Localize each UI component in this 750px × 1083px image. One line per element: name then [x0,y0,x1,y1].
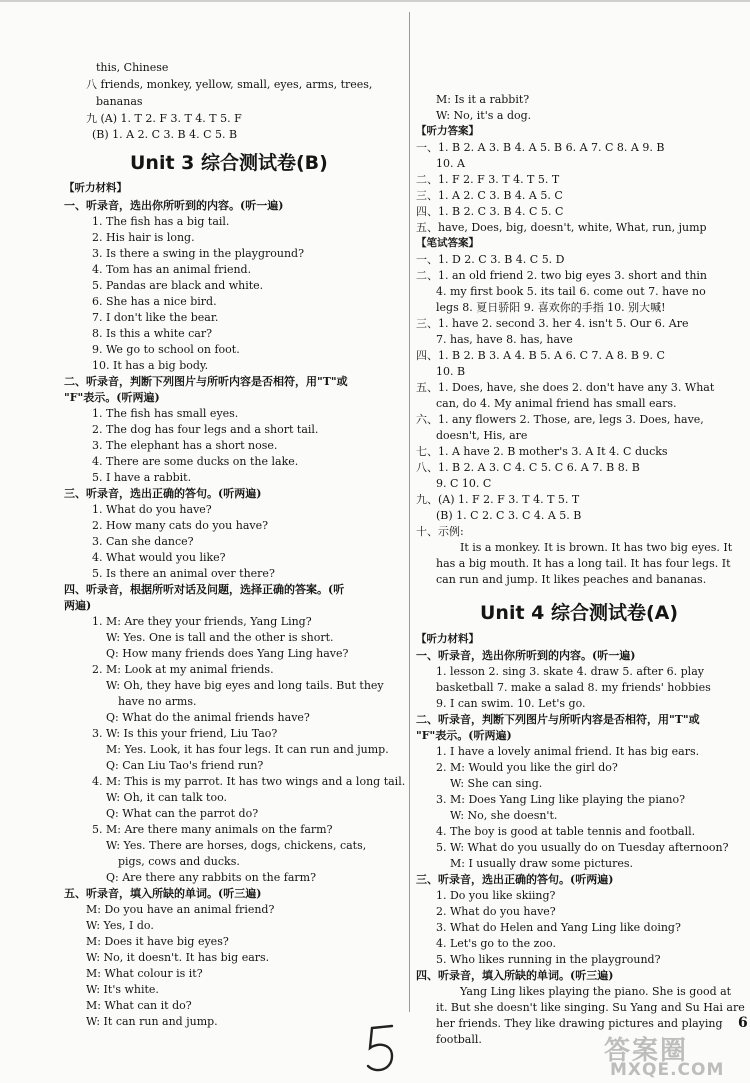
text-line: 5. Who likes running in the playground? [436,953,661,966]
text-line: 四、1. B 2. C 3. B 4. C 5. C [416,205,564,218]
handwritten-mark [362,1020,402,1080]
text-line: 四、听录音，根据所听对话及问题，选择正确的答案。(听 [64,583,345,596]
text-line: M: What colour is it? [86,967,203,980]
text-line: 【听力材料】 [64,182,127,194]
column-divider [409,12,410,1012]
text-line: football. [436,1033,482,1046]
text-line: her friends. They like drawing pictures and playing [436,1017,723,1030]
text-line: 3. Is there a swing in the playground? [92,247,304,260]
text-line: 3. Can she dance? [92,535,194,548]
text-line: 6. She has a nice bird. [92,295,217,308]
text-line: 五、1. Does, have, she does 2. don't have any 3. What [416,381,715,394]
text-line: 二、1. an old friend 2. two big eyes 3. short and thin [416,269,708,282]
text-line: 3. What do Helen and Yang Ling like doing? [436,921,681,934]
text-line: 【笔试答案】 [416,237,479,249]
text-line: 一、听录音，选出你所听到的内容。(听一遍) [416,649,636,662]
text-line: 3. M: Does Yang Ling like playing the piano? [436,793,685,806]
text-line: W: Yes. One is tall and the other is short. [106,631,334,644]
top-edge [0,0,750,2]
text-line: W: It can run and jump. [86,1015,218,1028]
text-line: 2. His hair is long. [92,231,195,244]
text-line: 九、(A) 1. F 2. F 3. T 4. T 5. T [416,493,580,506]
text-line: 4. my first book 5. its tail 6. come out 7. have no [436,285,706,298]
watermark-main: 答案圈 [604,1036,689,1066]
text-line: has a big mouth. It has a long tail. It has four legs. It [436,557,731,570]
text-line: 九 (A) 1. T 2. F 3. T 4. T 5. F [86,112,242,125]
text-line: legs 8. 夏日骄阳 9. 喜欢你的手指 10. 别大喊! [436,301,666,314]
text-line: 1. What do you have? [92,503,212,516]
text-line: have no arms. [118,695,197,708]
text-line: can run and jump. It likes peaches and bananas. [436,573,707,586]
text-line: 一、听录音，选出你所听到的内容。(听一遍) [64,199,284,212]
text-line: 10. It has a big body. [92,359,209,372]
text-line: M: Do you have an animal friend? [86,903,275,916]
text-line: 1. I have a lovely animal friend. It has big ears. [436,745,700,758]
text-line: 5. Pandas are black and white. [92,279,264,292]
text-line: M: What can it do? [86,999,192,1012]
text-line: M: Does it have big eyes? [86,935,229,948]
text-line: 10. A [436,157,465,170]
text-line: 四、听录音，填入所缺的单词。(听三遍) [416,969,614,982]
text-line: Yang Ling likes playing the piano. She is good at [460,985,732,998]
text-line: 5. Is there an animal over there? [92,567,275,580]
watermark-sub: MXQE.COM [610,1060,725,1080]
text-line: it. But she doesn't like singing. Su Yang and Su Hai are [436,1001,745,1014]
text-line: 2. The dog has four legs and a short tail. [92,423,319,436]
text-line: 三、听录音，选出正确的答句。(听两遍) [416,873,614,886]
text-line: bananas [96,95,143,108]
text-line: doesn't, His, are [436,429,528,442]
text-line: 3. W: Is this your friend, Liu Tao? [92,727,278,740]
section-title: Unit 4 综合测试卷(A) [480,602,679,624]
text-line: 9. I can swim. 10. Let's go. [436,697,586,710]
text-line: 1. The fish has small eyes. [92,407,239,420]
text-line: 9. We go to school on foot. [92,343,240,356]
watermark [590,1030,750,1083]
text-line: 八 friends, monkey, yellow, small, eyes, arms, trees, [86,78,373,91]
text-line: 2. How many cats do you have? [92,519,269,532]
text-line: W: Yes, I do. [86,919,154,932]
text-line: W: No, it's a dog. [436,109,532,122]
text-line: 三、听录音，选出正确的答句。(听两遍) [64,487,262,500]
text-line: 5. M: Are there many animals on the farm? [92,823,333,836]
text-line: can, do 4. My animal friend has small ears. [436,397,677,410]
text-line: 【听力材料】 [416,633,479,645]
text-line: M: I usually draw some pictures. [450,857,634,870]
text-line: 10. B [436,365,466,378]
text-line: 三、1. A 2. C 3. B 4. A 5. C [416,189,563,202]
text-line: 七、1. A have 2. B mother's 3. A It 4. C ducks [416,445,668,458]
text-line: 9. C 10. C [436,477,492,490]
text-line: 1. M: Are they your friends, Yang Ling? [92,615,312,628]
text-line: 【听力答案】 [416,125,479,137]
text-line: (B) 1. A 2. C 3. B 4. C 5. B [92,128,238,141]
text-line: 二、听录音，判断下列图片与所听内容是否相符，用"T"或 [416,713,700,726]
text-line: 7. I don't like the bear. [92,311,219,324]
text-line: 两遍) [64,599,92,612]
text-line: 4. What would you like? [92,551,226,564]
text-line: Q: What can the parrot do? [106,807,259,820]
text-line: M: Yes. Look, it has four legs. It can run and jump. [106,743,389,756]
text-line: 5. I have a rabbit. [92,471,192,484]
text-line: 十、示例: [416,525,464,538]
text-line: It is a monkey. It is brown. It has two big eyes. It [460,541,733,554]
text-line: 2. What do you have? [436,905,556,918]
text-line: 一、1. B 2. A 3. B 4. A 5. B 6. A 7. C 8. A 9. B [416,141,665,154]
text-line: this, Chinese [96,61,169,74]
text-line: W: Yes. There are horses, dogs, chickens, cats, [106,839,367,852]
text-line: 3. The elephant has a short nose. [92,439,278,452]
text-line: 4. Tom has an animal friend. [92,263,252,276]
text-line: 六、1. any flowers 2. Those, are, legs 3. Does, have, [416,413,704,426]
text-line: W: No, it doesn't. It has big ears. [86,951,270,964]
text-line: W: No, she doesn't. [450,809,558,822]
text-line: 5. W: What do you usually do on Tuesday afternoon? [436,841,729,854]
text-line: Q: Are there any rabbits on the farm? [106,871,316,884]
text-line: basketball 7. make a salad 8. my friends' hobbies [436,681,711,694]
text-line: "F"表示。(听两遍) [416,729,512,742]
text-line: Q: Can Liu Tao's friend run? [106,759,264,772]
text-line: 二、听录音，判断下列图片与所听内容是否相符，用"T"或 [64,375,348,388]
text-line: 四、1. B 2. B 3. A 4. B 5. A 6. C 7. A 8. B 9. C [416,349,665,362]
text-line: Q: How many friends does Yang Ling have? [106,647,349,660]
text-line: pigs, cows and ducks. [118,855,240,868]
text-line: 4. The boy is good at table tennis and football. [436,825,696,838]
text-line: 一、1. D 2. C 3. B 4. C 5. D [416,253,565,266]
text-line: 1. The fish has a big tail. [92,215,230,228]
text-line: 二、1. F 2. F 3. T 4. T 5. T [416,173,560,186]
text-line: 五、have, Does, big, doesn't, white, What, run, jump [416,221,707,234]
text-line: 八、1. B 2. A 3. C 4. C 5. C 6. A 7. B 8. B [416,461,640,474]
text-line: 4. M: This is my parrot. It has two wings and a long tail. [92,775,406,788]
text-line: W: Oh, they have big eyes and long tails. But they [106,679,384,692]
text-line: W: Oh, it can talk too. [106,791,228,804]
text-line: 4. Let's go to the zoo. [436,937,556,950]
text-line: 1. lesson 2. sing 3. skate 4. draw 5. after 6. play [436,665,704,678]
text-line: 五、听录音，填入所缺的单词。(听三遍) [64,887,262,900]
text-line: W: She can sing. [450,777,543,790]
text-line: 2. M: Look at my animal friends. [92,663,274,676]
page-number: 6 [738,1015,748,1031]
section-title: Unit 3 综合测试卷(B) [130,152,328,174]
text-line: 2. M: Would you like the girl do? [436,761,618,774]
text-line: 三、1. have 2. second 3. her 4. isn't 5. Our 6. Are [416,317,689,330]
text-line: "F"表示。(听两遍) [64,391,160,404]
text-line: (B) 1. C 2. C 3. C 4. A 5. B [436,509,582,522]
text-line: W: It's white. [86,983,159,996]
text-line: 8. Is this a white car? [92,327,213,340]
text-line: 7. has, have 8. has, have [436,333,573,346]
text-line: 4. There are some ducks on the lake. [92,455,299,468]
text-line: Q: What do the animal friends have? [106,711,310,724]
text-line: 1. Do you like skiing? [436,889,556,902]
text-line: M: Is it a rabbit? [436,93,530,106]
